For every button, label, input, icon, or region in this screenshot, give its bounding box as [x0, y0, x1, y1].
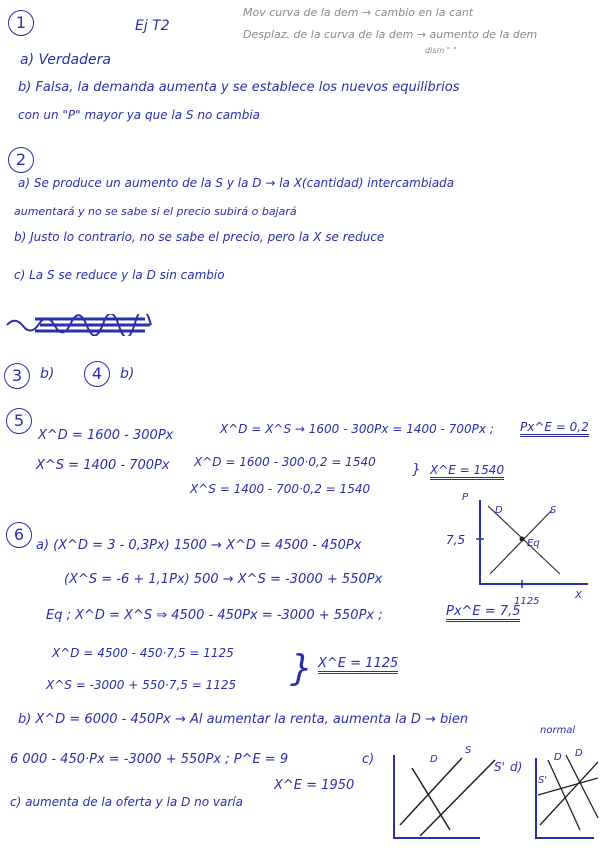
- q2-answer-c: c) La S se reduce y la D sin cambio: [14, 268, 225, 282]
- demand-label: D: [430, 754, 438, 765]
- supply-curve: [540, 762, 598, 825]
- price-tick-label: 7,5: [446, 533, 466, 547]
- q1-answer-b: b) Falsa, la demanda aumenta y se establece los nuevos equilibrios: [18, 80, 460, 95]
- question-number-5: 5: [6, 408, 32, 434]
- pencil-note: Mov curva de la dem → cambio en la cant: [243, 6, 474, 19]
- q1-answer-b-cont: con un "P" mayor ya que la S no cambia: [18, 108, 261, 122]
- q5-equilibrium-quantity: X^E = 1540: [430, 463, 504, 480]
- q6-d-label: d): [510, 760, 523, 774]
- document-title: Ej T2: [135, 18, 170, 34]
- q6-b-equation: 6 000 - 450·Px = -3000 + 550Px ; P^E = 9: [10, 752, 289, 767]
- q2-answer-a-cont: aumentará y no se sabe si el precio subirá o bajará: [14, 205, 297, 218]
- supply-demand-graph: [468, 494, 598, 604]
- demand-shifted-label: D: [575, 748, 583, 759]
- quantity-axis-label: X: [575, 590, 582, 601]
- supply-curve: [400, 758, 462, 825]
- q5-demand-calc: X^D = 1600 - 300·0,2 = 1540: [194, 455, 376, 469]
- question-number-1: 1: [8, 10, 34, 36]
- q5-supply: X^S = 1400 - 700Px: [36, 458, 170, 473]
- crossed-out-scribble: [5, 314, 155, 336]
- q6-demand: a) (X^D = 3 - 0,3Px) 1500 → X^D = 4500 - 450Px: [36, 538, 362, 553]
- graph-c: [390, 750, 530, 845]
- q2-answer-a: a) Se produce un aumento de la S y la D → la X(cantidad) intercambiada: [18, 176, 455, 190]
- equilibrium-point: [520, 537, 525, 542]
- q6-b-quantity: X^E = 1950: [274, 778, 355, 793]
- graph-d: [532, 750, 600, 845]
- q2-answer-b: b) Justo lo contrario, no se sabe el precio, pero la X se reduce: [14, 230, 385, 244]
- q6-demand-calc: X^D = 4500 - 450·7,5 = 1125: [52, 646, 234, 660]
- demand-label: D: [554, 752, 562, 763]
- price-axis-label: P: [462, 492, 469, 503]
- q6-c-label: c): [362, 752, 375, 767]
- quantity-tick-label: 1125: [514, 596, 540, 607]
- q6-supply-calc: X^S = -3000 + 550·7,5 = 1125: [46, 678, 237, 692]
- demand-label: D: [495, 505, 503, 516]
- question-number-4: 4: [84, 361, 110, 387]
- supply-label: S: [465, 745, 472, 756]
- q6-equilibrium-quantity: X^E = 1125: [318, 656, 398, 674]
- q5-equilibrium-eq: X^D = X^S → 1600 - 300Px = 1400 - 700Px ;: [220, 422, 494, 436]
- pencil-note: dism " ": [425, 46, 457, 55]
- q6-equilibrium-eq: Eq ; X^D = X^S ⇒ 4500 - 450Px = -3000 + 550Px ;: [46, 608, 383, 623]
- q5-supply-calc: X^S = 1400 - 700·0,2 = 1540: [190, 482, 371, 496]
- question-number-6: 6: [6, 522, 32, 548]
- supply-label: S: [550, 505, 557, 516]
- pencil-note: Desplaz. de la curva de la dem → aumento de la dem: [243, 28, 538, 41]
- q6-answer-b-note: normal: [540, 725, 576, 736]
- q1-answer-a: a) Verdadera: [20, 52, 111, 68]
- q6-answer-c: c) aumenta de la oferta y la D no varía: [10, 795, 243, 809]
- supply-curve: [490, 510, 552, 574]
- q4-answer: b): [120, 366, 135, 382]
- question-number-3: 3: [4, 363, 30, 389]
- equilibrium-label: Eq: [527, 538, 540, 549]
- q6-supply: (X^S = -6 + 1,1Px) 500 → X^S = -3000 + 550Px: [64, 572, 383, 587]
- q5-demand: X^D = 1600 - 300Px: [38, 428, 174, 443]
- q3-answer: b): [40, 366, 55, 382]
- supply-shifted-label: S': [494, 760, 505, 774]
- q6-answer-b: b) X^D = 6000 - 450Px → Al aumentar la renta, aumenta la D → bien: [18, 712, 469, 727]
- brace: }: [290, 648, 313, 689]
- question-number-2: 2: [8, 147, 34, 173]
- brace: }: [412, 462, 421, 478]
- q6-equilibrium-price: Px^E = 7,5: [446, 604, 520, 622]
- supply-shifted-label: S': [538, 775, 548, 786]
- q5-equilibrium-price: Px^E = 0,2: [520, 420, 589, 437]
- demand-curve: [548, 760, 580, 830]
